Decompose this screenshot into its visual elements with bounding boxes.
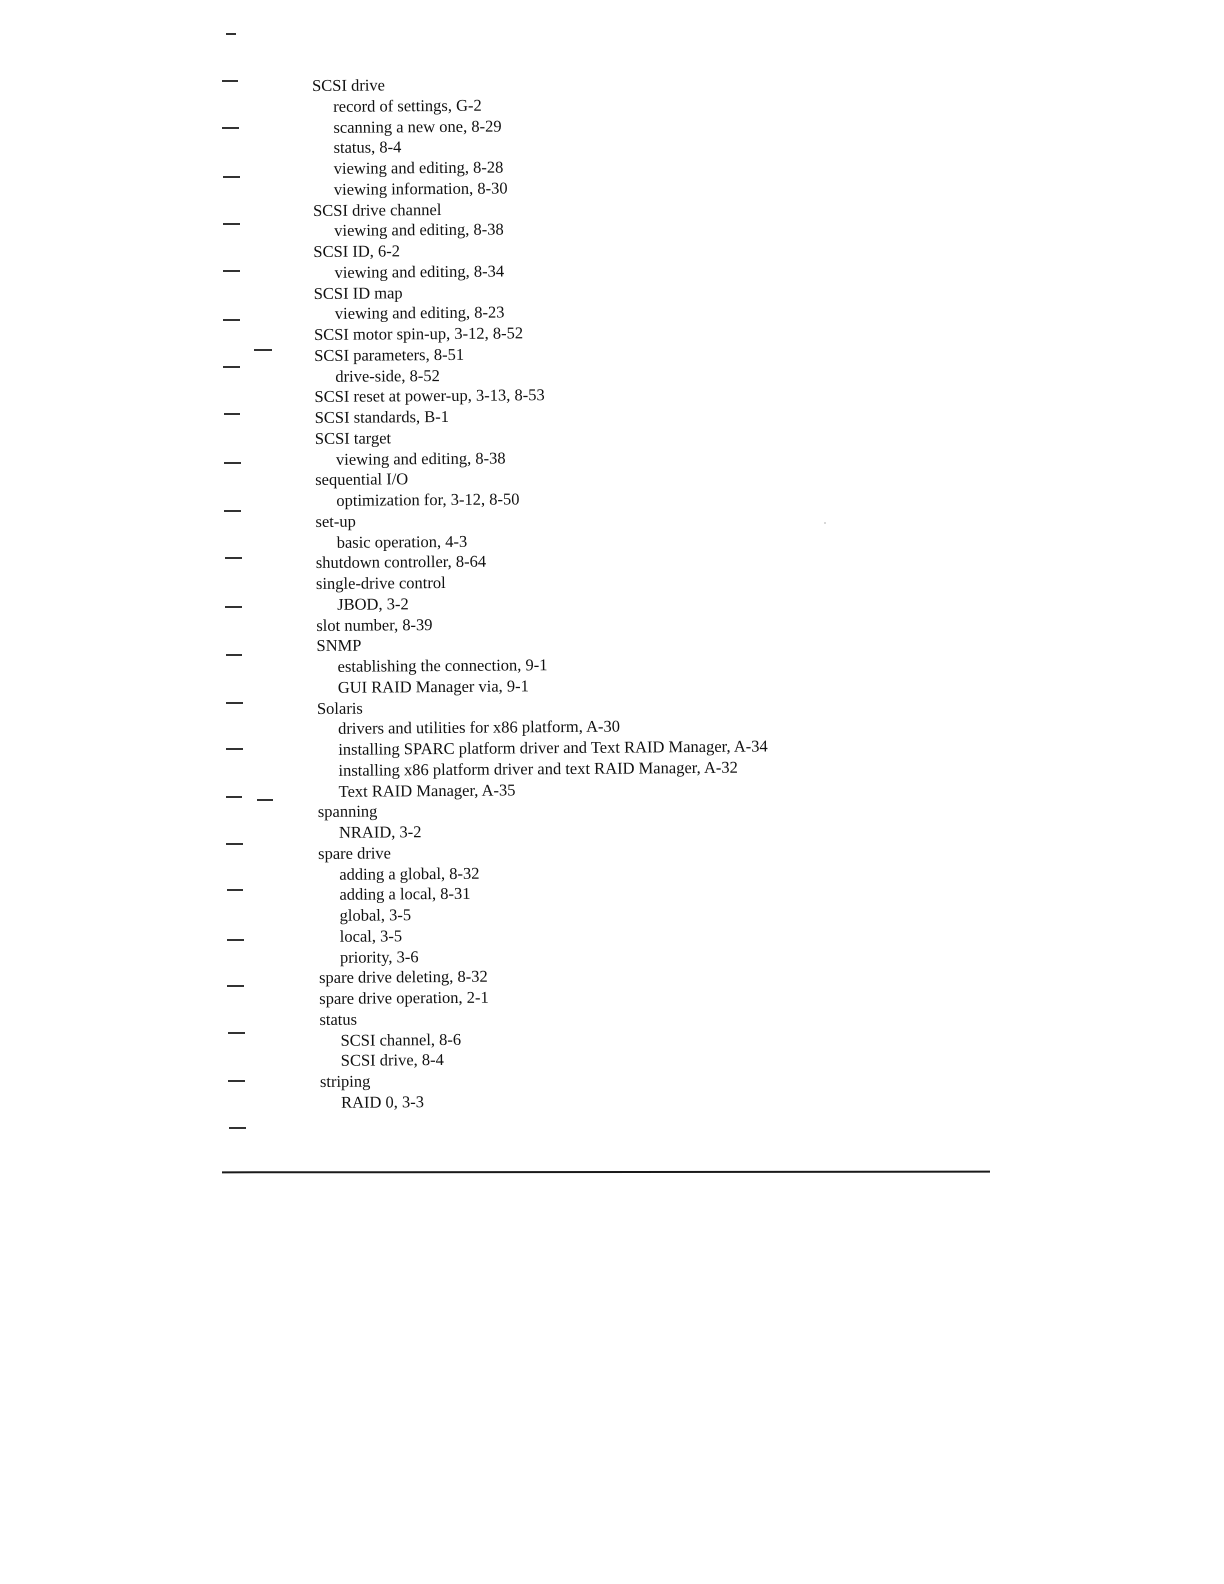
margin-tab-mark: [222, 80, 238, 82]
index-subentry: drive-side, 8-52: [335, 365, 440, 386]
index-subentry: viewing and editing, 8-23: [334, 302, 505, 324]
index-subentry: viewing and editing, 8-38: [335, 447, 506, 469]
margin-tab-mark: [223, 319, 240, 321]
index-subentry: optimization for, 3-12, 8-50: [336, 489, 520, 510]
index-subentry: basic operation, 4-3: [336, 531, 468, 552]
margin-tab-mark: [226, 702, 243, 704]
margin-tab-mark: [227, 889, 243, 891]
index-entry: SCSI ID, 6-2: [313, 241, 401, 261]
index-subentry: status, 8-4: [333, 137, 402, 158]
index-entry: set-up: [315, 511, 356, 531]
margin-tab-mark: [223, 366, 240, 368]
index-subentry: NRAID, 3-2: [338, 822, 422, 842]
index-entry: SNMP: [316, 635, 362, 656]
margin-tab-mark: [228, 1080, 245, 1082]
index-entry: Solaris: [316, 698, 363, 718]
margin-tab-mark: [225, 557, 242, 559]
index-entry: SCSI standards, B-1: [314, 406, 450, 427]
index-subentry: adding a local, 8-31: [339, 884, 471, 905]
index-subentry: GUI RAID Manager via, 9-1: [337, 676, 529, 697]
index-subentry: adding a global, 8-32: [339, 863, 480, 884]
margin-tab-mark: [226, 796, 242, 798]
index-subentry: global, 3-5: [339, 905, 412, 925]
margin-tab-mark: [226, 654, 242, 656]
index-entry: SCSI drive: [312, 75, 386, 95]
index-entry: single-drive control: [315, 572, 446, 593]
index-subentry: viewing and editing, 8-38: [334, 219, 504, 241]
index-subentry: local, 3-5: [339, 926, 403, 946]
index-subentry: JBOD, 3-2: [337, 594, 409, 614]
index-subentry: scanning a new one, 8-29: [333, 116, 502, 137]
margin-tab-mark: [229, 1127, 246, 1129]
index-entry: sequential I/O: [315, 469, 409, 490]
margin-tab-mark: [257, 799, 273, 801]
index-entry: SCSI parameters, 8-51: [314, 344, 465, 365]
index-subentry: viewing and editing, 8-34: [334, 261, 505, 282]
index-subentry: viewing information, 8-30: [333, 178, 508, 199]
index-subentry: installing SPARC platform driver and Text RAID Manager, A-34: [338, 736, 768, 759]
margin-tab-mark: [226, 33, 236, 35]
index-entry-list: [312, 72, 771, 1113]
index-subentry: viewing and editing, 8-28: [333, 157, 504, 178]
index-entry: spanning: [317, 801, 378, 822]
index-entry: status: [319, 1009, 358, 1029]
index-subentry: SCSI channel, 8-6: [340, 1029, 462, 1050]
index-entry: spare drive operation, 2-1: [319, 987, 489, 1008]
index-entry: SCSI motor spin-up, 3-12, 8-52: [313, 323, 524, 344]
index-subentry: SCSI drive, 8-4: [340, 1050, 444, 1071]
index-subentry: drivers and utilities for x86 platform, A-30: [338, 716, 621, 739]
margin-tab-mark: [225, 606, 242, 608]
index-subentry: priority, 3-6: [339, 946, 419, 967]
index-subentry: Text RAID Manager, A-35: [338, 779, 516, 801]
margin-tab-mark: [223, 176, 240, 178]
index-entry: shutdown controller, 8-64: [315, 551, 487, 573]
index-entry: spare drive: [318, 843, 392, 863]
margin-tab-mark: [226, 748, 243, 750]
margin-tab-mark: [227, 939, 244, 941]
margin-tab-mark: [223, 270, 240, 272]
index-entry: SCSI ID map: [313, 282, 403, 303]
index-entry: SCSI drive channel: [312, 199, 442, 220]
margin-tab-mark: [224, 462, 241, 464]
index-entry: spare drive deleting, 8-32: [319, 966, 488, 988]
index-subentry: RAID 0, 3-3: [340, 1091, 425, 1112]
page-bottom-rule: [222, 1171, 990, 1173]
scan-speck: [824, 522, 826, 524]
margin-tab-mark: [226, 843, 243, 845]
margin-tab-mark: [224, 510, 241, 512]
margin-tab-mark: [227, 985, 244, 987]
index-entry: SCSI target: [314, 428, 392, 448]
margin-tab-mark: [224, 413, 240, 415]
margin-tab-mark: [223, 223, 240, 225]
index-subentry: installing x86 platform driver and text RAID Manager, A-32: [338, 757, 738, 780]
index-entry: striping: [319, 1071, 371, 1091]
margin-tab-mark: [222, 127, 239, 129]
index-entry: slot number, 8-39: [316, 614, 433, 635]
index-entry: SCSI reset at power-up, 3-13, 8-53: [314, 385, 545, 407]
index-subentry: record of settings, G-2: [333, 95, 482, 116]
margin-tab-mark: [254, 349, 272, 351]
margin-tab-mark: [228, 1032, 245, 1034]
index-subentry: establishing the connection, 9-1: [337, 655, 548, 676]
